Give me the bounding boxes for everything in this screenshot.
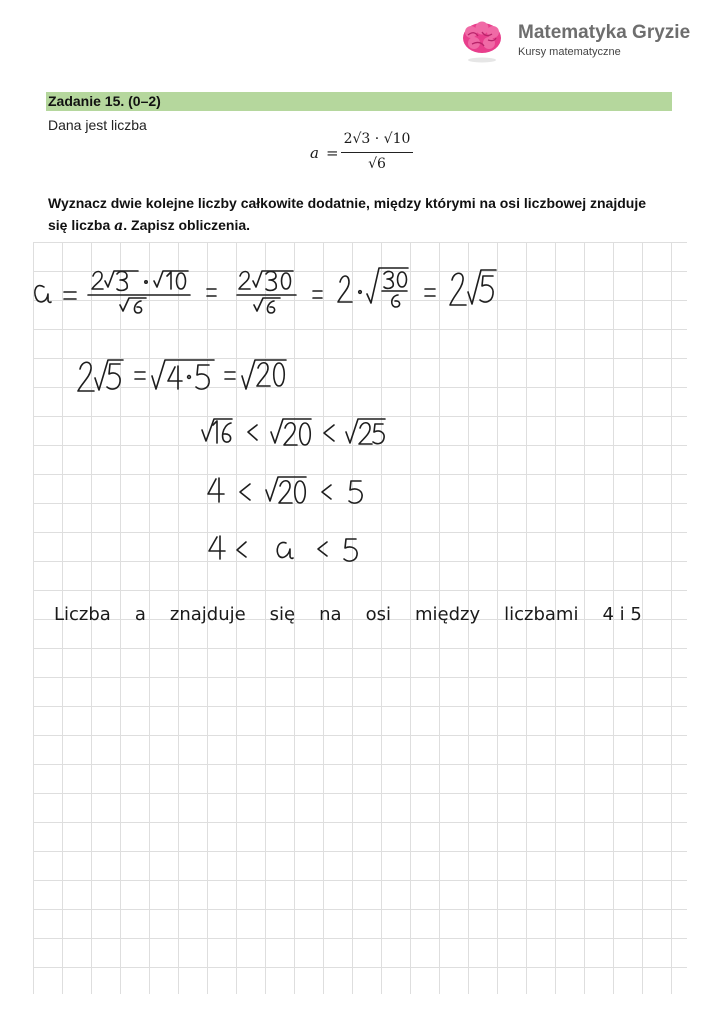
answer-word: między: [414, 604, 481, 625]
answer-word: się: [269, 604, 296, 625]
task-title: Zadanie 15. (0–2): [48, 93, 161, 109]
step-simplify: [35, 268, 496, 313]
task-intro: Dana jest liczba: [48, 117, 147, 133]
answer-word: a: [134, 604, 146, 625]
brand-subtitle: Kursy matematyczne: [518, 46, 621, 58]
step-inequality-integers: [208, 477, 362, 503]
answer-word: 4 i 5: [602, 604, 642, 625]
answer-word: Liczba: [54, 604, 111, 625]
step-inequality-a: [209, 536, 357, 561]
step-root-20: [78, 360, 286, 391]
answer-word: liczbami: [504, 604, 579, 625]
instruction-tail: . Zapisz obliczenia.: [123, 217, 251, 233]
answer-sentence: [54, 604, 666, 625]
instruction-text: Wyznacz dwie kolejne liczby całkowite dodatnie, między którymi na osi liczbowej znajduje się liczba: [48, 195, 647, 233]
brand-title: Matematyka Gryzie: [518, 22, 691, 43]
formula-denominator: √6: [368, 156, 386, 172]
formula-equals: =: [326, 144, 339, 162]
step-inequality-roots: [202, 419, 385, 445]
formula-numerator: 2√3 · √10: [343, 131, 411, 147]
formula-variable: a: [310, 144, 319, 162]
answer-word: znajduje: [169, 604, 246, 625]
instruction-variable: a: [114, 218, 124, 234]
answer-word: na: [319, 604, 342, 625]
answer-word: osi: [365, 604, 391, 625]
